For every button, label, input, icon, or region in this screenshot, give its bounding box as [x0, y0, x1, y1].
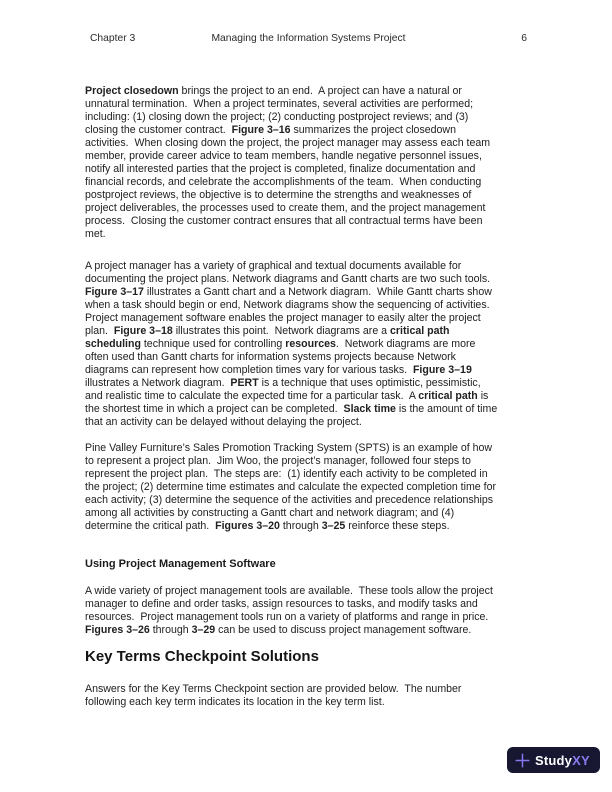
plus-icon — [515, 753, 530, 768]
paragraph-project-closedown: Project closedown brings the project to an end. A project can have a natural or unnatural termination. When a project terminates, several activities are performed; including: (1) closing down the project; (2) conducting postproject reviews; and (3) closing the customer contract. Figure 3–16 summarizes the project closedown activities. When closing down the project, the project manager may assess each team member, provide career advice to team members, handle negative personnel issues, notify all interested parties that the project is completed, finalize documentation and financial records, and celebrate the accomplishments of the team. When conducting postproject reviews, the objective is to determine the strengths and weaknesses of project deliverables, the processes used to create them, and the project management process. Closing the customer contract ensures that all contractual terms have been met. — [85, 85, 491, 240]
page-body — [85, 85, 545, 709]
section-heading-key-terms-solutions: Key Terms Checkpoint Solutions — [85, 648, 319, 665]
brand-wordmark — [535, 754, 590, 767]
document-title: Managing the Information Systems Project — [211, 33, 406, 44]
page-header — [90, 33, 527, 45]
page-number: 6 — [521, 33, 527, 44]
paragraph-pm-tools: A wide variety of project management tools are available. These tools allow the project manager to define and order tasks, assign resources to tasks, and modify tasks and resources. Project management tools run on a variety of platforms and range in price. Figures 3–26 through 3–29 can be used to discuss project management software. — [85, 585, 493, 636]
paragraph-pine-valley-spts: Pine Valley Furniture’s Sales Promotion Tracking System (SPTS) is an example of how to represent a project plan. Jim Woo, the project’s manager, followed four steps to represent the project plan. The steps are: (1) identify each activity to be completed in the project; (2) determine time estimates and calculate the expected completion time for each activity; (3) determine the sequence of the activities and precedence relationships among all activities by constructing a Gantt chart and network diagram; and (4) determine the critical path. Figures 3–20 through 3–25 reinforce these steps. — [85, 442, 497, 532]
brand-study-text: Study — [535, 752, 573, 768]
brand-xy-text: XY — [572, 752, 590, 768]
chapter-label: Chapter 3 — [90, 33, 136, 44]
section-heading-using-pm-software: Using Project Management Software — [85, 558, 276, 570]
studyxy-logo-badge[interactable] — [507, 747, 600, 773]
paragraph-key-terms-intro: Answers for the Key Terms Checkpoint section are provided below. The number following each key term indicates its location in the key term list. — [85, 683, 462, 708]
paragraph-project-documents: A project manager has a variety of graphical and textual documents available for documenting the project plans. Network diagrams and Gantt charts are two such tools. Figure 3–17 illustrates a Gantt chart and a Network diagram. While Gantt charts show when a task should begin or end, Network diagrams show the sequencing of activities. Project management software enables the project manager to easily alter the project plan. Figure 3–18 illustrates this point. Network diagrams are a critical path scheduling technique used for controlling resources. Network diagrams are more often used than Gantt charts for information systems projects because Network diagrams can represent how completion times vary for various tasks. Figure 3–19 illustrates a Network diagram. PERT is a technique that uses optimistic, pessimistic, and realistic time to calculate the expected time for a particular task. A critical path is the shortest time in which a project can be completed. Slack time is the amount of time that an activity can be delayed without delaying the project. — [85, 260, 498, 428]
